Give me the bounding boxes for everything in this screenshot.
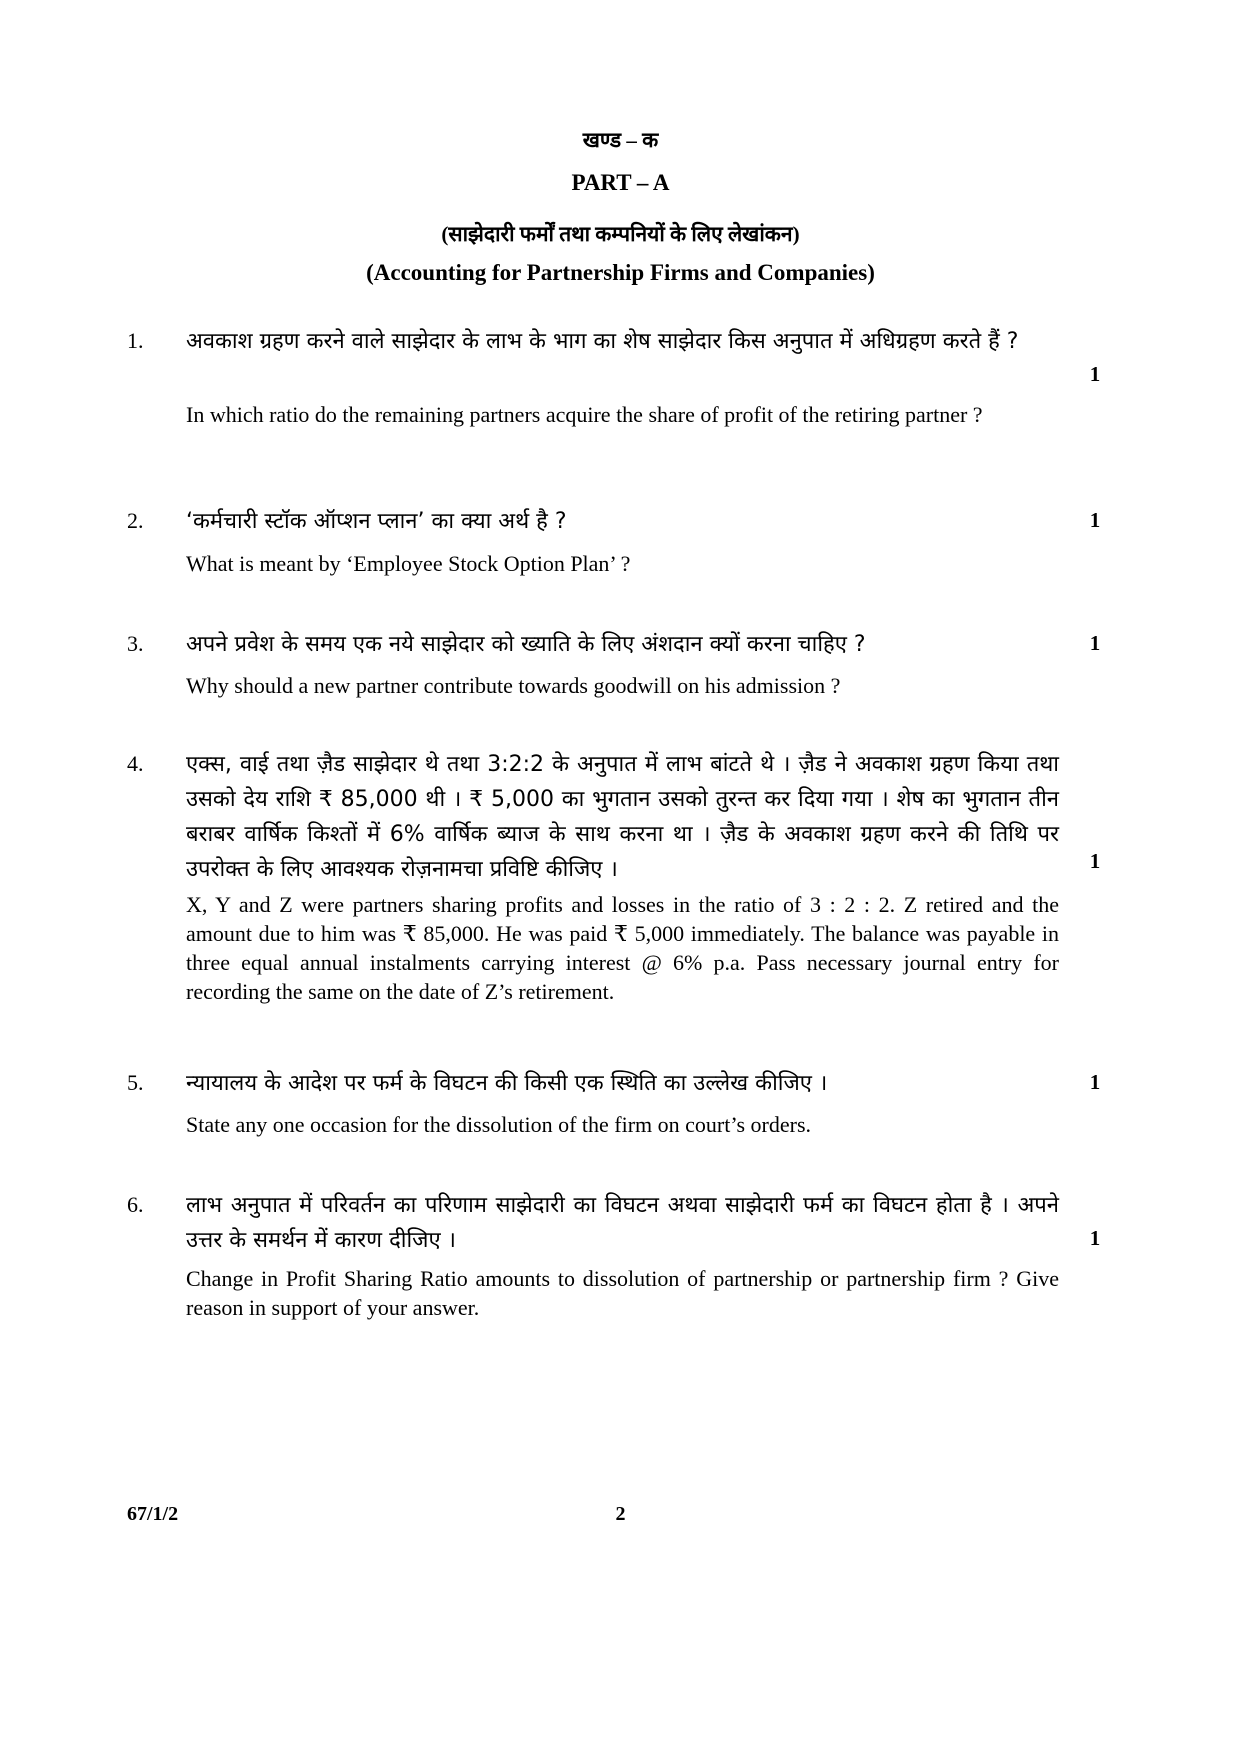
question-text-hindi: ‘कर्मचारी स्टॉक ऑप्शन प्लान’ का क्या अर्थ है ? xyxy=(186,509,567,534)
section-subtitle-english: (Accounting for Partnership Firms and Companies) xyxy=(366,260,875,285)
question-text-hindi: अवकाश ग्रहण करने वाले साझेदार के लाभ के भाग का शेष साझेदार किस अनुपात में अधिग्रहण करते हैं ? xyxy=(186,329,1019,354)
question-marks: 1 xyxy=(1089,508,1101,532)
question-number: 1. xyxy=(127,328,144,353)
question-text-english: What is meant by ‘Employee Stock Option Plan’ ? xyxy=(186,551,631,576)
question-marks: 1 xyxy=(1089,631,1101,655)
page-number: 2 xyxy=(615,1503,626,1525)
question-text-english: X, Y and Z were partners sharing profits and losses in the ratio of 3 : 2 : 2. Z retired and the amount due to him was ₹ 85,000. He was paid ₹ 5,000 immediately. The balance was payable in three equal annual instalments carrying interest @ 6% p.a. Pass necessary journal entry for recording the same on the date of Z’s retirement. xyxy=(186,892,1059,1004)
question-text-hindi: न्यायालय के आदेश पर फर्म के विघटन की किसी एक स्थिति का उल्लेख कीजिए । xyxy=(186,1071,828,1096)
question-number: 2. xyxy=(127,508,144,533)
question-marks: 1 xyxy=(1089,849,1101,873)
question-number: 5. xyxy=(127,1070,144,1095)
question-text-hindi: अपने प्रवेश के समय एक नये साझेदार को ख्याति के लिए अंशदान क्यों करना चाहिए ? xyxy=(186,632,866,657)
question-text-english: Why should a new partner contribute towards goodwill on his admission ? xyxy=(186,673,841,698)
question-number: 3. xyxy=(127,631,144,656)
question-number: 6. xyxy=(127,1192,144,1217)
question-text-english: Change in Profit Sharing Ratio amounts to dissolution of partnership or partnership firm ? Give reason in support of your answer. xyxy=(186,1266,1059,1320)
question-marks: 1 xyxy=(1089,1070,1101,1094)
paper-code: 67/1/2 xyxy=(127,1503,179,1525)
section-title-hindi: खण्ड – क xyxy=(582,128,659,152)
section-title-english: PART – A xyxy=(571,170,670,195)
question-text-hindi: एक्स, वाई तथा ज़ैड साझेदार थे तथा 3:2:2 के अनुपात में लाभ बांटते थे । ज़ैड ने अवकाश ग्रहण किया तथा उसको देय राशि ₹ 85,000 थी । ₹ 5,000 का भुगतान उसको तुरन्त कर दिया गया । शेष का भुगतान तीन बराबर वार्षिक किश्तों में 6% वार्षिक ब्याज के साथ करना था । ज़ैड के अवकाश ग्रहण करने की तिथि पर उपरोक्त के लिए आवश्यक रोज़नामचा प्रविष्टि कीजिए । xyxy=(186,752,1059,882)
question-number: 4. xyxy=(127,751,144,776)
question-text-english: In which ratio do the remaining partners acquire the share of profit of the retiring partner ? xyxy=(186,402,983,427)
question-text-hindi: लाभ अनुपात में परिवर्तन का परिणाम साझेदारी का विघटन अथवा साझेदारी फर्म का विघटन होता है । अपने उत्तर के समर्थन में कारण दीजिए । xyxy=(186,1193,1059,1253)
question-marks: 1 xyxy=(1089,1226,1101,1250)
question-text-english: State any one occasion for the dissolution of the firm on court’s orders. xyxy=(186,1112,812,1137)
question-marks: 1 xyxy=(1089,362,1101,386)
section-subtitle-hindi: (साझेदारी फर्मों तथा कम्पनियों के लिए लेखांकन) xyxy=(441,222,800,246)
